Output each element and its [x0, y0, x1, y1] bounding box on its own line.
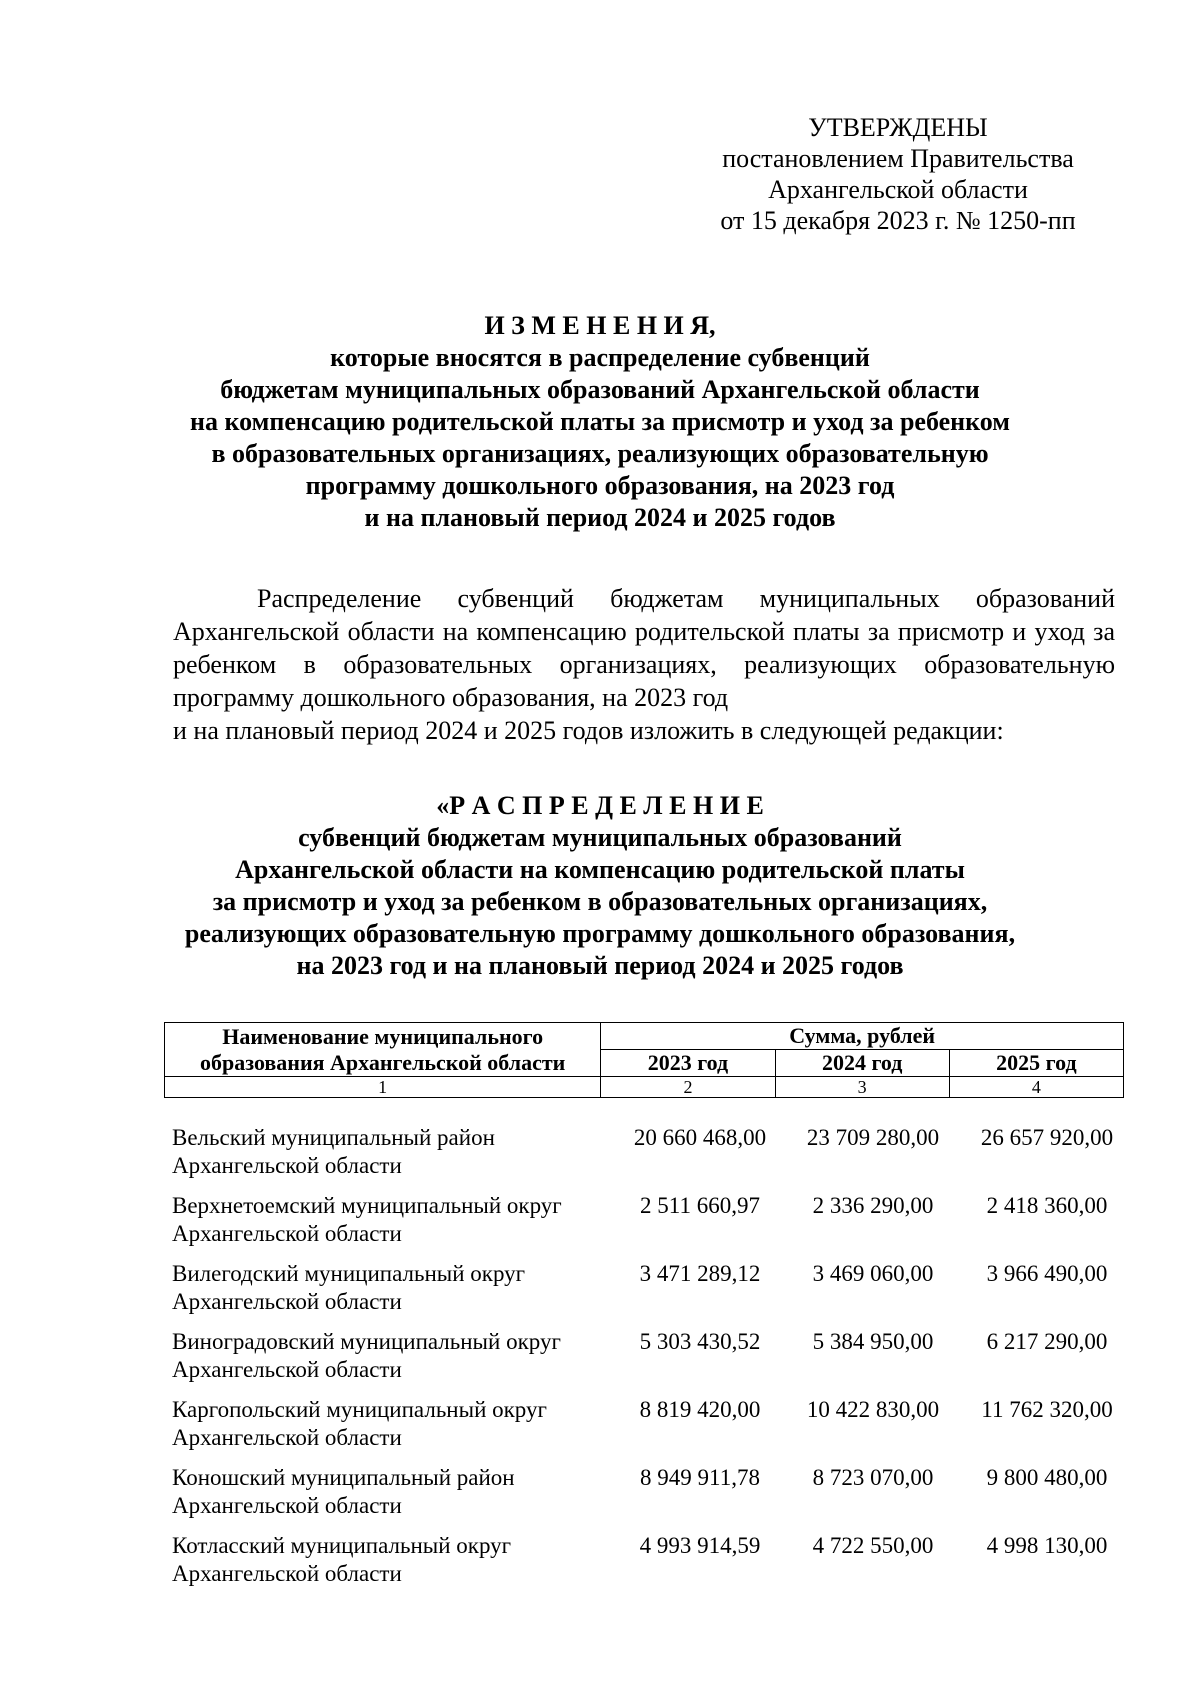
- paragraph-last-line: и на плановый период 2024 и 2025 годов изложить в следующей редакции:: [173, 716, 1004, 745]
- column-number: 2: [601, 1077, 775, 1098]
- municipality-name: [172, 1260, 602, 1316]
- table-header: [164, 1022, 1124, 1098]
- amount-2024: 2 336 290,00: [812, 1193, 934, 1218]
- municipality-name-line-2: Архангельской области: [172, 1289, 402, 1314]
- amount-2023: 2 511 660,97: [640, 1193, 760, 1218]
- municipality-name: [172, 1192, 602, 1248]
- amount-2023: 3 471 289,12: [639, 1261, 761, 1286]
- municipality-name: [172, 1396, 602, 1452]
- amount-2024: 10 422 830,00: [806, 1397, 940, 1422]
- table-row: [172, 1328, 1122, 1396]
- table-row: [172, 1192, 1122, 1260]
- column-header-sum: Сумма, рублей: [601, 1023, 1124, 1050]
- municipality-name-line-1: Верхнетоемский муниципальный округ: [172, 1193, 562, 1218]
- approval-stamp: [698, 112, 1098, 236]
- municipality-name-line-1: Котласский муниципальный округ: [172, 1533, 512, 1558]
- changes-line: на компенсацию родительской платы за присмотр и уход за ребенком: [190, 407, 1010, 436]
- changes-line: в образовательных организациях, реализующих образовательную: [211, 439, 989, 468]
- municipality-name-line-1: Вельский муниципальный район: [172, 1125, 495, 1150]
- amount-2025: 9 800 480,00: [986, 1465, 1108, 1490]
- distribution-title: [150, 790, 1050, 982]
- municipality-name-line-2: Архангельской области: [172, 1221, 402, 1246]
- column-number: 1: [165, 1077, 601, 1098]
- amount-2024: 8 723 070,00: [812, 1465, 934, 1490]
- column-header-2025: 2025 год: [949, 1050, 1123, 1077]
- municipality-name: [172, 1124, 602, 1180]
- municipality-name: [172, 1532, 602, 1588]
- changes-line: программу дошкольного образования, на 2023 год: [305, 471, 895, 500]
- approval-line-2: постановлением Правительства: [722, 144, 1074, 173]
- distribution-line: за присмотр и уход за ребенком в образовательных организациях,: [212, 887, 988, 916]
- amount-2025: 6 217 290,00: [986, 1329, 1108, 1354]
- amount-2025: 26 657 920,00: [980, 1125, 1114, 1150]
- amount-2023: 8 949 911,78: [640, 1465, 760, 1490]
- amount-2023: 4 993 914,59: [639, 1533, 761, 1558]
- table-row: [172, 1464, 1122, 1532]
- approval-line-3: Архангельской области: [768, 175, 1028, 204]
- municipality-name-line-1: Виноградовский муниципальный округ: [172, 1329, 561, 1354]
- municipality-name-line-2: Архангельской области: [172, 1153, 402, 1178]
- amount-2023: 8 819 420,00: [639, 1397, 761, 1422]
- distribution-line: реализующих образовательную программу дошкольного образования,: [184, 919, 1016, 948]
- municipality-name-line-2: Архангельской области: [172, 1357, 402, 1382]
- column-number: 4: [949, 1077, 1123, 1098]
- amount-2024: 23 709 280,00: [806, 1125, 940, 1150]
- amount-2024: 5 384 950,00: [812, 1329, 934, 1354]
- distribution-line: субвенций бюджетам муниципальных образований: [298, 823, 902, 852]
- distribution-line: на 2023 год и на плановый период 2024 и 2025 годов: [296, 951, 904, 980]
- amount-2025: 4 998 130,00: [986, 1533, 1108, 1558]
- body-paragraph: [173, 582, 1115, 747]
- municipality-name-line-2: Архангельской области: [172, 1561, 402, 1586]
- changes-title: [150, 310, 1050, 534]
- table-row: [172, 1260, 1122, 1328]
- amount-2025: 2 418 360,00: [986, 1193, 1108, 1218]
- amount-2025: 3 966 490,00: [986, 1261, 1108, 1286]
- municipality-name-line-2: Архангельской области: [172, 1425, 402, 1450]
- changes-line: бюджетам муниципальных образований Архангельской области: [220, 375, 980, 404]
- municipality-name-line-1: Коношский муниципальный район: [172, 1465, 515, 1490]
- municipality-name: [172, 1328, 602, 1384]
- municipality-name-line-1: Вилегодский муниципальный округ: [172, 1261, 526, 1286]
- municipality-name-line-1: Каргопольский муниципальный округ: [172, 1397, 547, 1422]
- approval-line-1: УТВЕРЖДЕНЫ: [808, 113, 988, 142]
- changes-line: которые вносятся в распределение субвенций: [330, 343, 870, 372]
- column-header-name-line-2: образования Архангельской области: [200, 1049, 566, 1075]
- table-row: [172, 1396, 1122, 1464]
- municipality-name: [172, 1464, 602, 1520]
- paragraph-text: Распределение субвенций бюджетам муниципальных образований Архангельской области на компенсацию родительской платы за присмотр и уход за ребенком в образовательных организациях, реализующих образовательную программу дошкольного образования, на 2023 год: [173, 584, 1115, 712]
- column-header-name: [165, 1023, 601, 1077]
- amount-2023: 5 303 430,52: [639, 1329, 761, 1354]
- table-row: [172, 1532, 1122, 1600]
- municipality-name-line-2: Архангельской области: [172, 1493, 402, 1518]
- amount-2024: 4 722 550,00: [812, 1533, 934, 1558]
- column-header-2024: 2024 год: [775, 1050, 949, 1077]
- column-header-name-line-1: Наименование муниципального: [222, 1023, 544, 1049]
- amount-2023: 20 660 468,00: [633, 1125, 767, 1150]
- table-body: [172, 1124, 1122, 1600]
- changes-heading: И З М Е Н Е Н И Я,: [484, 311, 716, 340]
- changes-line: и на плановый период 2024 и 2025 годов: [364, 503, 836, 532]
- approval-line-4: от 15 декабря 2023 г. № 1250-пп: [720, 206, 1076, 235]
- distribution-line: Архангельской области на компенсацию родительской платы: [235, 855, 965, 884]
- amount-2024: 3 469 060,00: [812, 1261, 934, 1286]
- distribution-heading: «Р А С П Р Е Д Е Л Е Н И Е: [436, 791, 764, 820]
- amount-2025: 11 762 320,00: [981, 1397, 1113, 1422]
- table-row: [172, 1124, 1122, 1192]
- column-number: 3: [775, 1077, 949, 1098]
- column-header-2023: 2023 год: [601, 1050, 775, 1077]
